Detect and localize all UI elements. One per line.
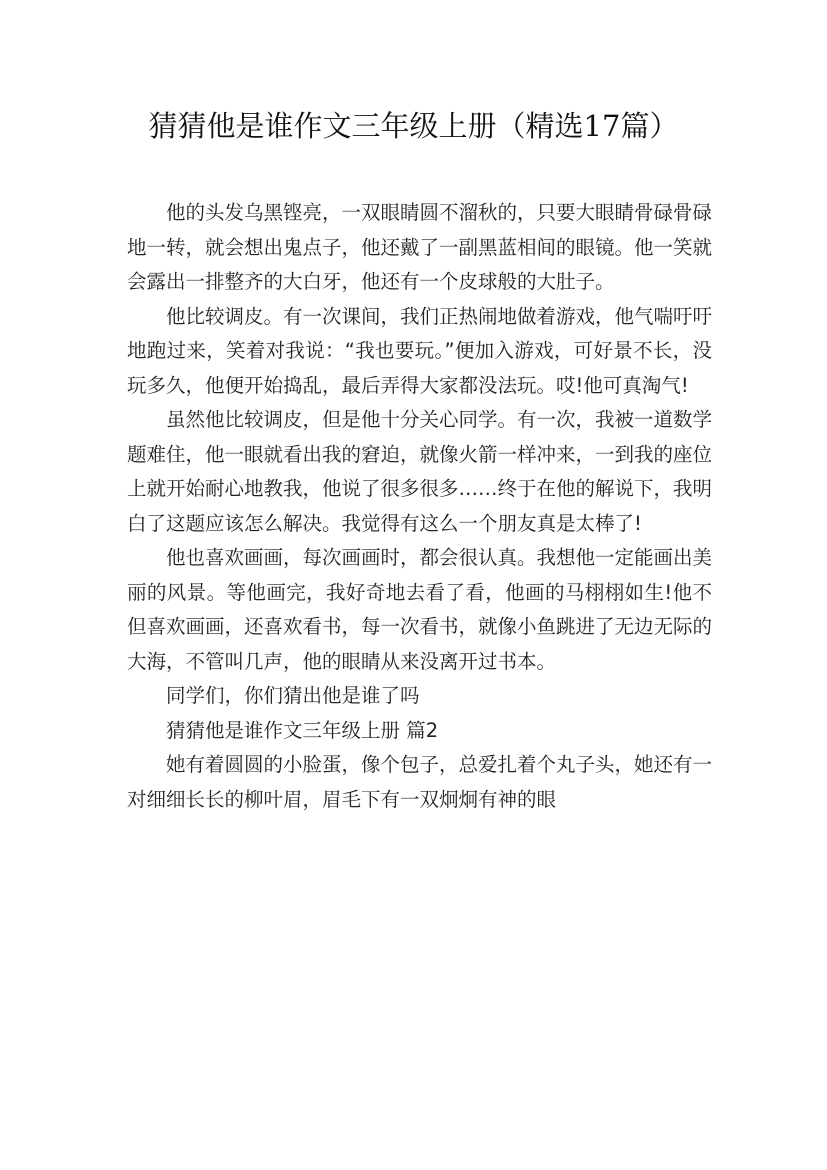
paragraph: 他比较调皮。有一次课间，我们正热闹地做着游戏，他气喘吁吁地跑过来，笑着对我说：“我也要玩。”便加入游戏，可好景不长，没玩多久，他便开始捣乱，最后弄得大家都没法玩。哎!他可真淘气!	[127, 304, 713, 397]
paragraph: 同学们，你们猜出他是谁了吗	[166, 684, 420, 707]
paragraph: 他的头发乌黑铿亮，一双眼睛圆不溜秋的，只要大眼睛骨碌骨碌地一转，就会想出鬼点子，他还戴了一副黑蓝相间的眼镜。他一笑就会露出一排整齐的大白牙，他还有一个皮球般的大肚子。	[127, 201, 713, 293]
paragraph: 虽然他比较调皮，但是他十分关心同学。有一次，我被一道数学题难住，他一眼就看出我的窘迫，就像火箭一样冲来，一到我的座位上就开始耐心地教我，他说了很多很多……终于在他的解说下，我明白了这题应该怎么解决。我觉得有这么一个朋友真是太棒了!	[127, 408, 713, 535]
document-title: 猜猜他是谁作文三年级上册（精选17篇）	[148, 109, 679, 143]
document-body	[127, 196, 712, 817]
section-heading: 猜猜他是谁作文三年级上册 篇2	[166, 718, 439, 742]
paragraph: 他也喜欢画画，每次画画时，都会很认真。我想他一定能画出美丽的风景。等他画完，我好奇地去看了看，他画的马栩栩如生!他不但喜欢画画，还喜欢看书，每一次看书，就像小鱼跳进了无边无际的大海，不管叫几声，他的眼睛从来没离开过书本。	[127, 546, 713, 673]
paragraph: 她有着圆圆的小脸蛋，像个包子，总爱扎着个丸子头，她还有一对细细长长的柳叶眉，眉毛下有一双炯炯有神的眼	[127, 753, 713, 811]
